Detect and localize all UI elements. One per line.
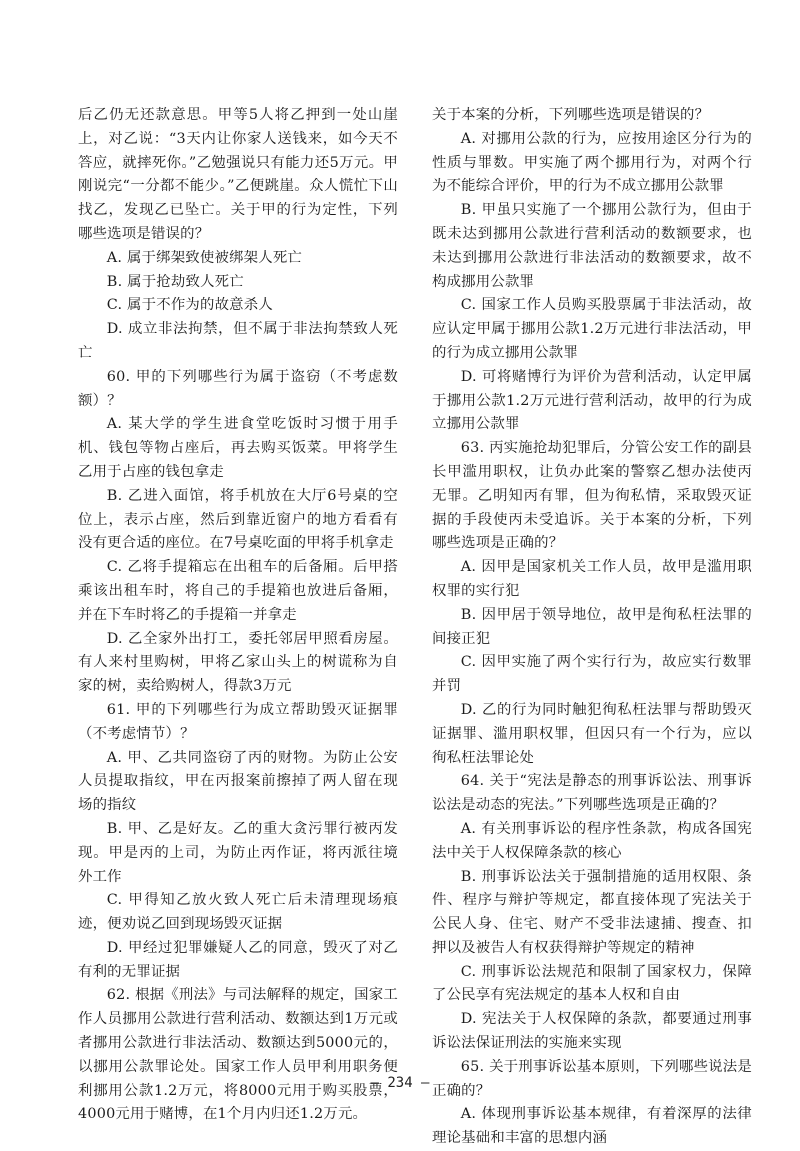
answer-option: D. 乙全家外出打工，委托邻居甲照看房屋。有人来村里购树，甲将乙家山头上的树谎称为自家的树，卖给购树人，得款3万元 — [78, 630, 398, 695]
answer-option: D. 乙的行为同时触犯徇私枉法罪与帮助毁灭证据罪、滥用职权罪，但因只有一个行为，应以徇私枉法罪论处 — [432, 701, 752, 766]
answer-option: B. 因甲居于领导地位，故甲是徇私枉法罪的间接正犯 — [432, 606, 752, 647]
continued-text: 关于本案的分析，下列哪些选项是错误的？ — [432, 107, 710, 123]
answer-option: B. 乙进入面馆，将手机放在大厅6号桌的空位上，表示占座，然后到靠近窗户的地方看看有没有更合适的座位。在7号桌吃面的甲将手机拿走 — [78, 487, 398, 552]
answer-option: C. 国家工作人员购买股票属于非法活动，故应认定甲属于挪用公款1.2万元进行非法活动，甲的行为成立挪用公款罪 — [432, 297, 752, 361]
answer-option: C. 属于不作为的故意杀人 — [106, 297, 273, 314]
question-stem: 60. 甲的下列哪些行为属于盗窃（不考虑数额）？ — [78, 368, 398, 409]
answer-option: B. 属于抢劫致人死亡 — [106, 273, 244, 290]
answer-option: B. 刑事诉讼法关于强制措施的适用权限、条件、程序与辩护等规定，都直接体现了宪法关于公民人身、住宅、财产不受非法逮捕、搜查、扣押以及被告人有权获得辩护等规定的精神 — [432, 868, 752, 956]
answer-option: A. 对挪用公款的行为，应按用途区分行为的性质与罪数。甲实施了两个挪用行为，对两个行为不能综合评价，甲的行为不成立挪用公款罪 — [432, 130, 752, 195]
answer-option: A. 某大学的学生进食堂吃饭时习惯于用手机、钱包等物占座后，再去购买饭菜。甲将学生乙用于占座的钱包拿走 — [78, 416, 398, 480]
question-stem: 63. 丙实施抢劫犯罪后，分管公安工作的副县长甲滥用职权，让负办此案的警察乙想办法使丙无罪。乙明知丙有罪，但为徇私情，采取毁灭证据的手段使丙未受追诉。关于本案的分析，下列哪些选项是正确的？ — [432, 440, 752, 552]
question-stem: 61. 甲的下列哪些行为成立帮助毁灭证据罪（不考虑情节）？ — [78, 701, 398, 742]
question-stem: 62. 根据《刑法》与司法解释的规定，国家工作人员挪用公款进行营利活动、数额达到1万元或者挪用公款进行非法活动、数额达到5000元的，以挪用公款罪论处。国家工作人员甲利用职务便利挪用公款1.2万元，将8000元用于购买股票，4000元用于赌博，在1个月内归还1.2万元。 — [78, 987, 398, 1123]
answer-option: A. 甲、乙共同盗窃了丙的财物。为防止公安人员提取指纹，甲在丙报案前擦掉了两人留在现场的指纹 — [78, 749, 398, 814]
right-text-column — [432, 104, 752, 1151]
answer-option: D. 可将赌博行为评价为营利活动，认定甲属于挪用公款1.2万元进行营利活动，故甲的行为成立挪用公款罪 — [432, 368, 752, 433]
answer-option: D. 成立非法拘禁，但不属于非法拘禁致人死亡 — [78, 321, 398, 361]
answer-option: D. 宪法关于人权保障的条款，都要通过刑事诉讼法保证刑法的实施来实现 — [432, 1011, 752, 1052]
question-stem: 65. 关于刑事诉讼基本原则，下列哪些说法是正确的？ — [432, 1058, 752, 1099]
answer-option: A. 体现刑事诉讼基本规律，有着深厚的法律理论基础和丰富的思想内涵 — [432, 1106, 752, 1147]
answer-option: B. 甲虽只实施了一个挪用公款行为，但由于既未达到挪用公款进行营利活动的数额要求，也未达到挪用公款进行非法活动的数额要求，故不构成挪用公款罪 — [432, 202, 752, 290]
answer-option: C. 因甲实施了两个实行行为，故应实行数罪并罚 — [432, 654, 752, 695]
continued-text: 后乙仍无还款意思。甲等5人将乙押到一处山崖上，对乙说：“3天内让你家人送钱来，如今天不答应，就摔死你。”乙勉强说只有能力还5万元。甲刚说完“一分都不能少。”乙便跳崖。众人慌忙下山找乙，发现乙已坠亡。关于甲的行为定性，下列哪些选项是错误的？ — [78, 107, 398, 242]
left-text-column — [78, 104, 398, 1127]
page-number: — 234 — — [370, 1075, 430, 1091]
answer-option: A. 属于绑架致使被绑架人死亡 — [106, 249, 303, 266]
answer-option: B. 甲、乙是好友。乙的重大贪污罪行被丙发现。甲是丙的上司，为防止丙作证，将丙派往境外工作 — [78, 820, 398, 885]
answer-option: C. 乙将手提箱忘在出租车的后备厢。后甲搭乘该出租车时，将自己的手提箱也放进后备厢，并在下车时将乙的手提箱一并拿走 — [78, 559, 398, 623]
question-stem: 64. 关于“宪法是静态的刑事诉讼法、刑事诉讼法是动态的宪法。”下列哪些选项是正确的？ — [432, 773, 752, 814]
answer-option: A. 有关刑事诉讼的程序性条款，构成各国宪法中关于人权保障条款的核心 — [432, 820, 752, 861]
answer-option: D. 甲经过犯罪嫌疑人乙的同意，毁灭了对乙有利的无罪证据 — [78, 939, 398, 980]
answer-option: A. 因甲是国家机关工作人员，故甲是滥用职权罪的实行犯 — [432, 559, 752, 599]
answer-option: C. 刑事诉讼法规范和限制了国家权力，保障了公民享有宪法规定的基本人权和自由 — [432, 963, 752, 1004]
answer-option: C. 甲得知乙放火致人死亡后未清理现场痕迹，便劝说乙回到现场毁灭证据 — [78, 892, 398, 933]
